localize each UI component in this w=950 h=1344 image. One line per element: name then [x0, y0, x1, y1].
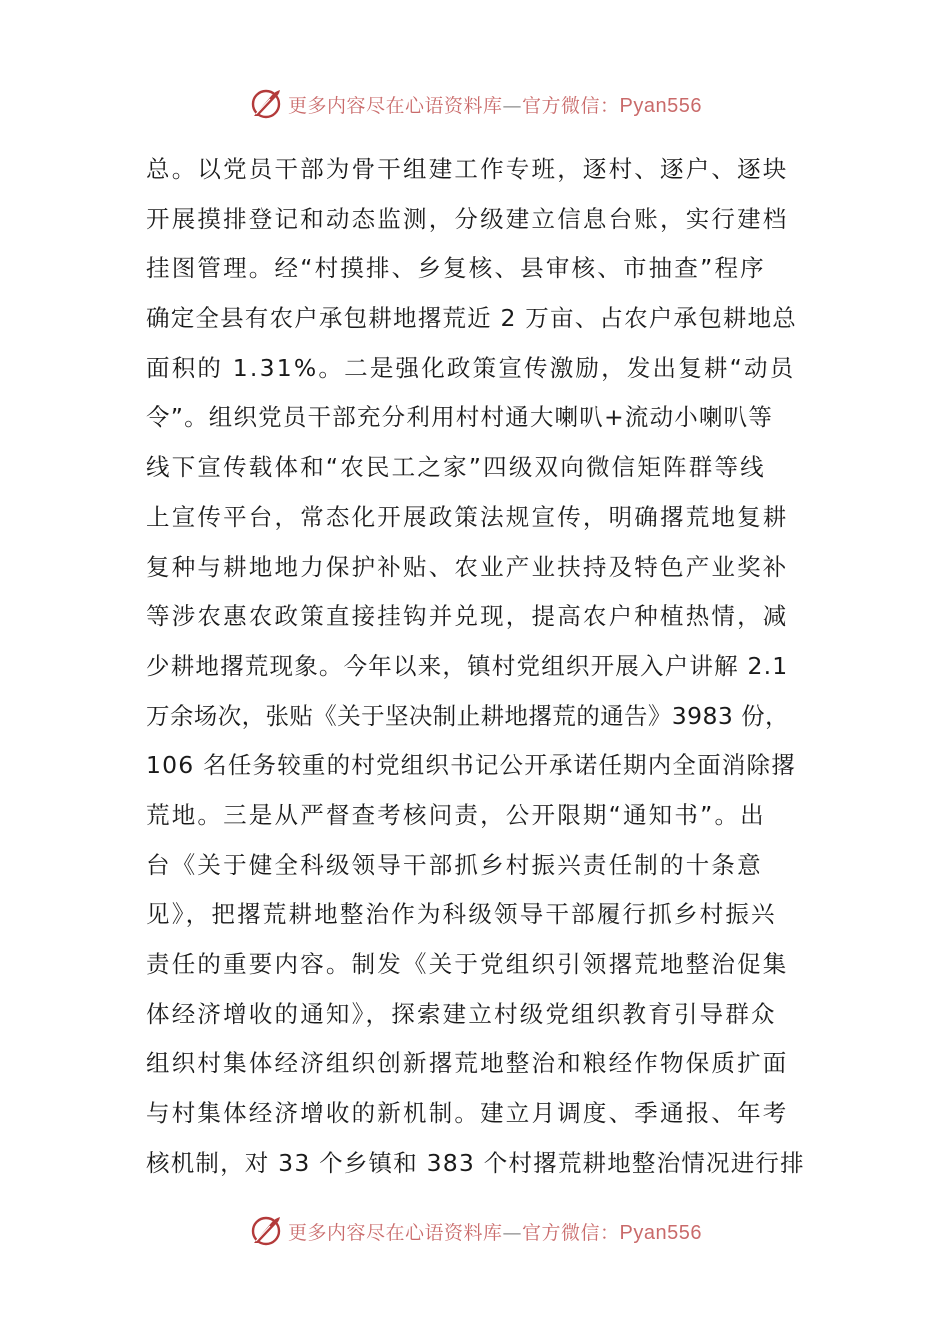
header-watermark	[0, 84, 950, 124]
body-line: 令”。组织党员干部充分利用村村通大喇叭+流动小喇叭等	[146, 403, 774, 432]
body-line: 组织村集体经济组织创新撂荒地整治和粮经作物保质扩面	[146, 1049, 789, 1078]
footer-watermark	[0, 1211, 950, 1251]
body-line: 台《关于健全科级领导干部抓乡村振兴责任制的十条意	[146, 850, 763, 879]
body-line: 与村集体经济增收的新机制。建立月调度、季通报、年考	[146, 1099, 789, 1128]
body-line: 核机制，对 33 个乡镇和 383 个村撂荒耕地整治情况进行排	[146, 1148, 805, 1177]
body-line: 责任的重要内容。制发《关于党组织引领撂荒地整治促集	[146, 950, 789, 978]
body-line: 确定全县有农户承包耕地撂荒近 2 万亩、占农户承包耕地总	[146, 304, 797, 333]
body-line: 总。以党员干部为骨干组建工作专班，逐村、逐户、逐块	[146, 155, 789, 183]
quill-circle-logo-icon	[248, 1213, 284, 1249]
body-line: 上宣传平台，常态化开展政策法规宣传，明确撂荒地复耕	[146, 502, 789, 531]
quill-circle-logo-icon	[248, 86, 284, 122]
body-line: 荒地。三是从严督查考核问责，公开限期“通知书”。出	[146, 800, 766, 829]
body-line: 体经济增收的通知》，探索建立村级党组织教育引导群众	[146, 999, 777, 1028]
body-line: 见》，把撂荒耕地整治作为科级领导干部履行抓乡村振兴	[146, 900, 777, 929]
document-body	[146, 145, 811, 1188]
body-line: 线下宣传载体和“农民工之家”四级双向微信矩阵群等线	[146, 453, 766, 482]
watermark-text: 更多内容尽在心语资料库—官方微信：Pyan556	[288, 94, 702, 117]
body-line: 少耕地撂荒现象。今年以来，镇村党组织开展入户讲解 2.1	[146, 651, 789, 680]
body-line: 开展摸排登记和动态监测，分级建立信息台账，实行建档	[146, 204, 789, 233]
body-line: 106 名任务较重的村党组织书记公开承诺任期内全面消除撂	[146, 751, 796, 780]
body-line: 挂图管理。经“村摸排、乡复核、县审核、市抽查”程序	[146, 254, 766, 283]
body-line: 复种与耕地地力保护补贴、农业产业扶持及特色产业奖补	[146, 552, 789, 581]
body-line: 等涉农惠农政策直接挂钩并兑现，提高农户种植热情，减	[146, 602, 789, 631]
body-line: 万余场次，张贴《关于坚决制止耕地撂荒的通告》3983 份，	[146, 701, 789, 730]
body-line: 面积的 1.31%。二是强化政策宣传激励，发出复耕“动员	[146, 353, 796, 382]
watermark-text: 更多内容尽在心语资料库—官方微信：Pyan556	[288, 1221, 702, 1244]
